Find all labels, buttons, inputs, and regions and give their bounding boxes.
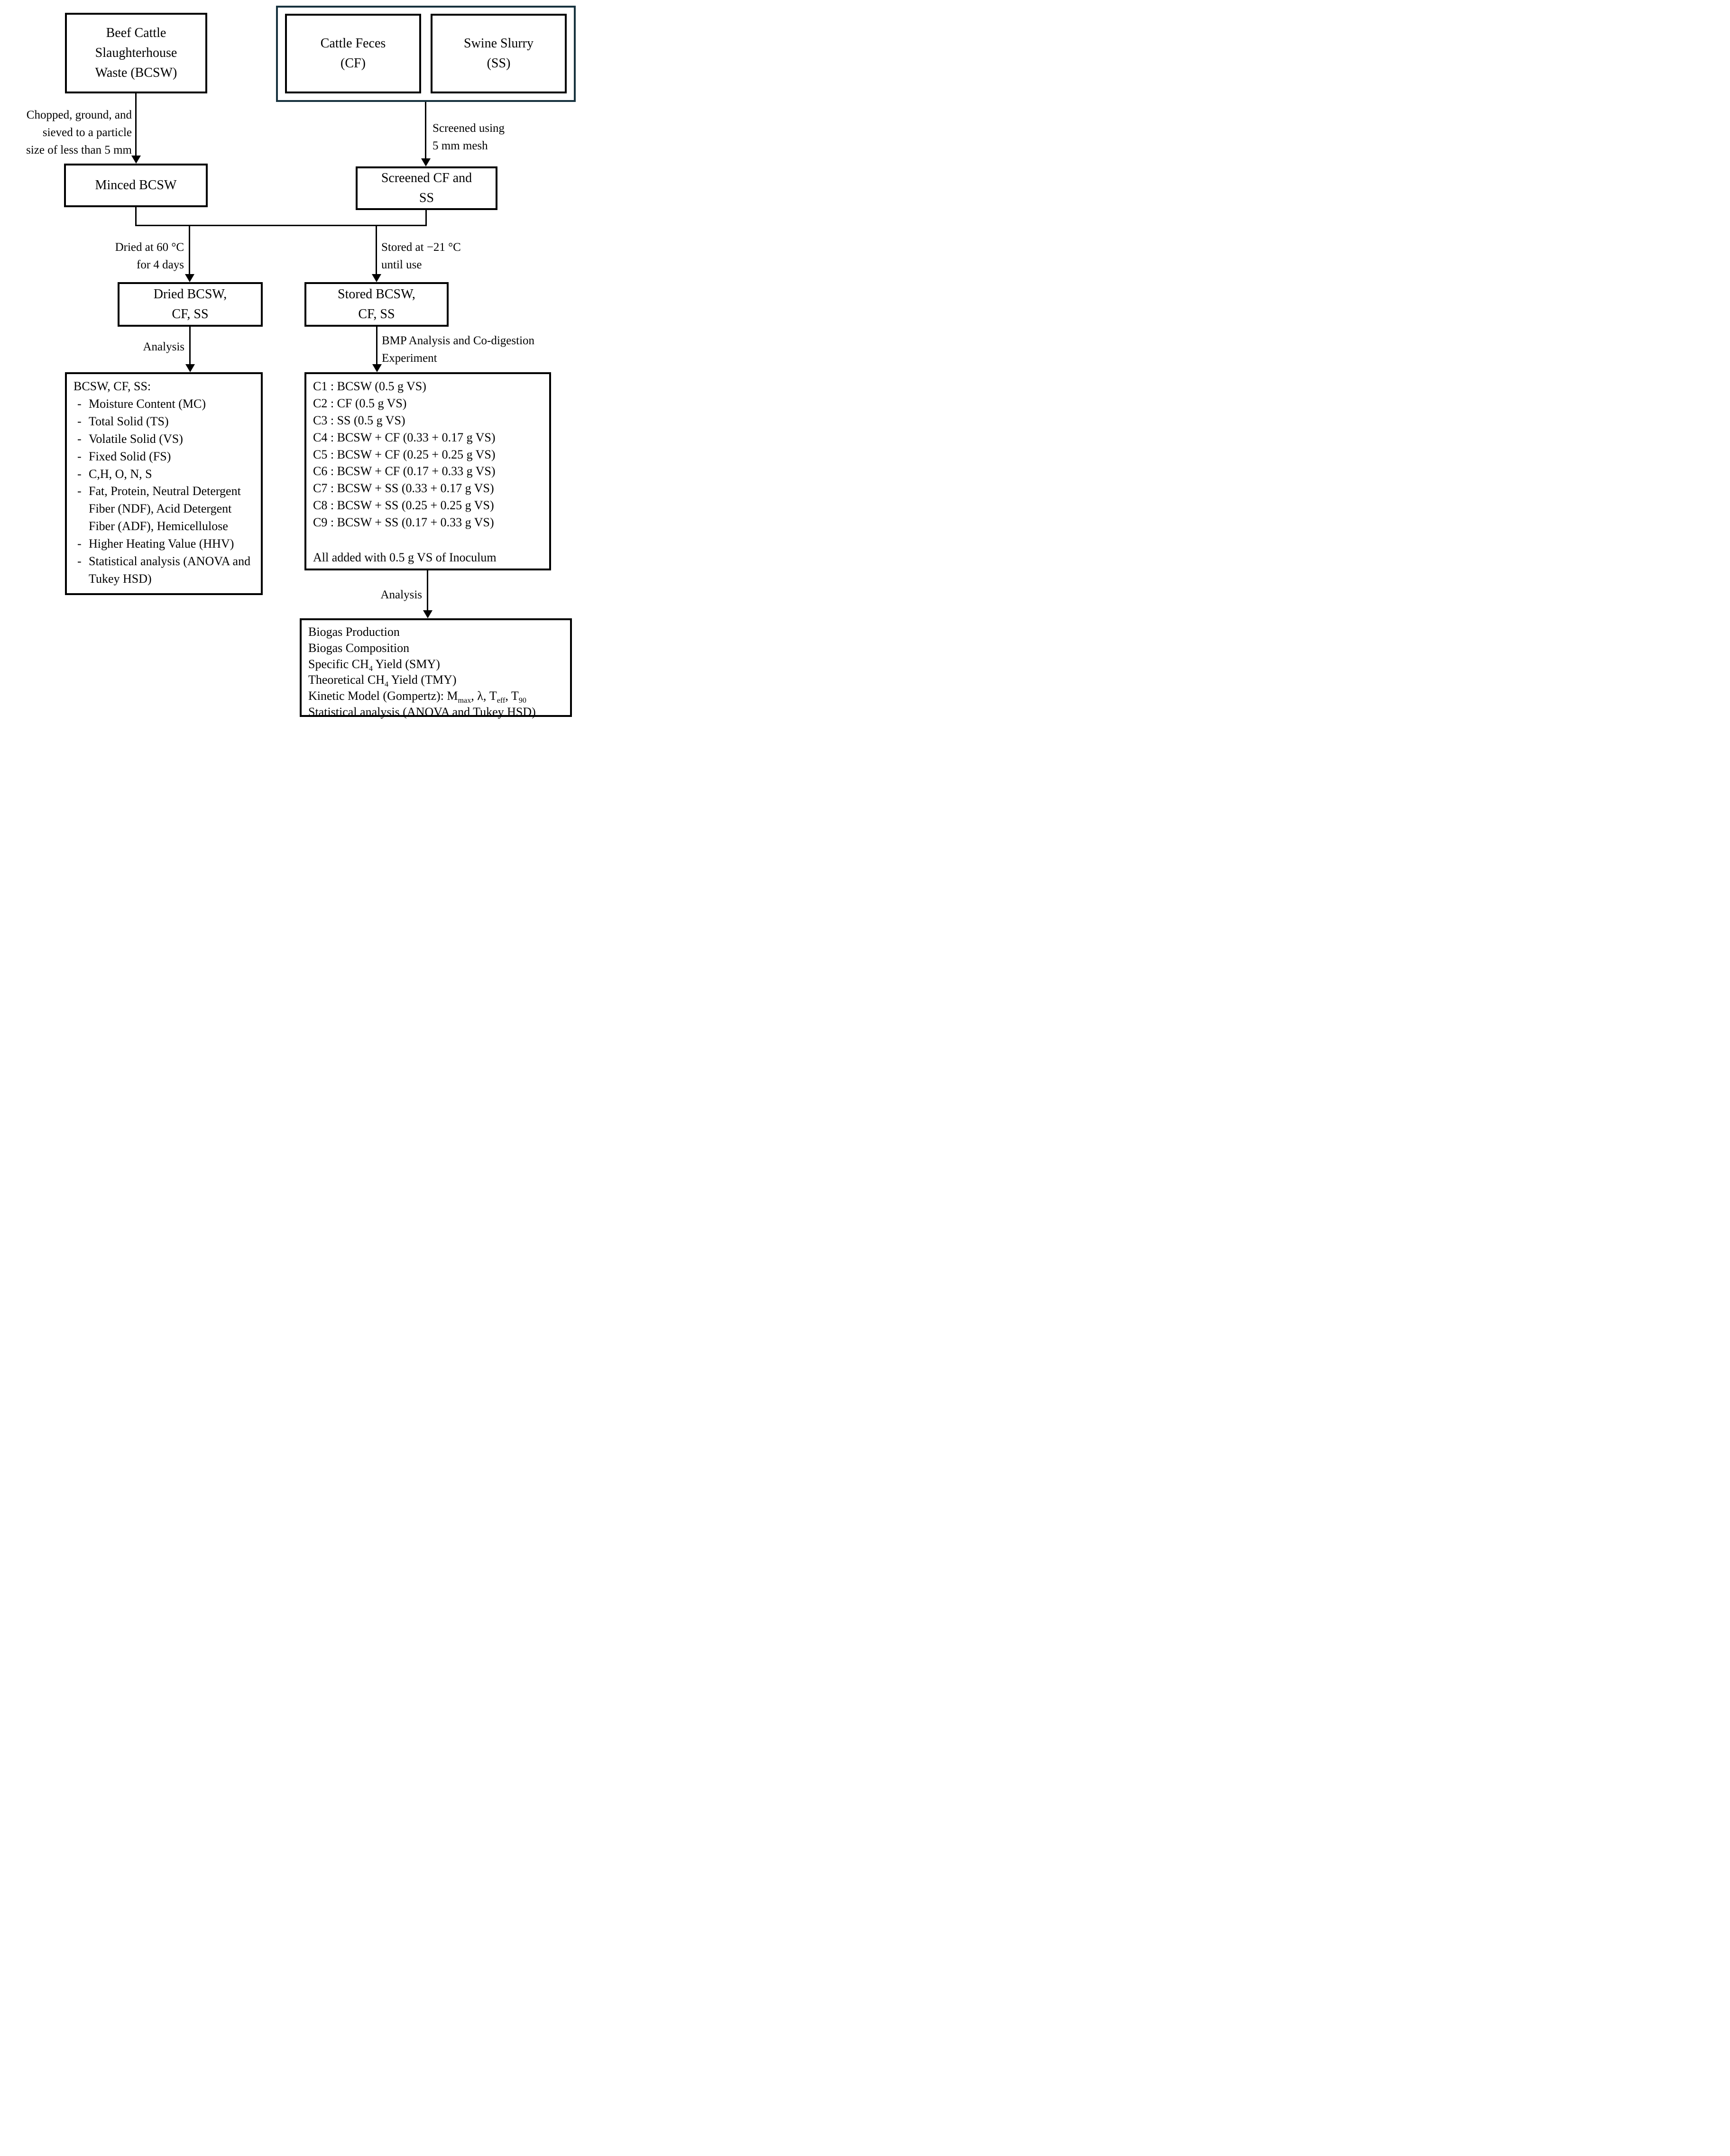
label-chopped: Chopped, ground, and sieved to a particle size of less than 5 mm (26, 109, 132, 156)
flowchart (0, 0, 577, 719)
list-item (74, 466, 254, 483)
connector-screened-down (425, 210, 427, 226)
list-item-text: C,H, O, N, S (89, 467, 152, 481)
arrow-dried-to-analysis (189, 327, 191, 365)
node-minced-bcsw-label: Minced BCSW (95, 178, 177, 193)
label-analysis-left: Analysis (143, 340, 184, 353)
arrow-merge-to-dried (189, 226, 190, 275)
label-dried-at: Dried at 60 °C for 4 days (115, 241, 184, 271)
node-cattle-feces-label: Cattle Feces (CF) (320, 36, 386, 71)
bullet-marker: - (77, 396, 82, 411)
node-dried-label: Dried BCSW, CF, SS (153, 287, 227, 321)
arrow-bcsw-to-minced (135, 93, 137, 156)
bullet-marker: - (77, 414, 82, 428)
arrow-bmp-to-results (427, 570, 428, 611)
list-item (74, 535, 254, 553)
list-item: C2 : CF (0.5 g VS) (313, 396, 407, 410)
list-item (74, 483, 254, 535)
label-screened-using: Screened using 5 mm mesh (432, 122, 505, 152)
list-item-text: Higher Heating Value (HHV) (89, 537, 234, 551)
node-stored-label: Stored BCSW, CF, SS (338, 287, 415, 321)
node-screened-cf-ss-label: Screened CF and SS (381, 171, 472, 205)
treatment-lines (313, 378, 543, 531)
node-bcsw-label: Beef Cattle Slaughterhouse Waste (BCSW) (95, 26, 177, 80)
characterization-items (74, 395, 254, 588)
list-item: C8 : BCSW + SS (0.25 + 0.25 g VS) (313, 498, 494, 513)
list-item: C5 : BCSW + CF (0.25 + 0.25 g VS) (313, 447, 496, 461)
arrowhead-down-icon (423, 610, 432, 618)
connector-minced-down (135, 207, 137, 226)
list-item: C9 : BCSW + SS (0.17 + 0.33 g VS) (313, 515, 494, 529)
bullet-marker: - (77, 431, 82, 446)
list-item-text: Volatile Solid (VS) (89, 431, 183, 446)
label-bmp-analysis: BMP Analysis and Co-digestion Experiment (382, 334, 535, 365)
list-item-text: Statistical analysis (ANOVA and Tukey HSD) (89, 554, 251, 586)
bullet-marker: - (77, 554, 82, 569)
bullet-marker: - (77, 467, 82, 481)
arrowhead-down-icon (372, 364, 382, 372)
list-item: C1 : BCSW (0.5 g VS) (313, 379, 426, 393)
bullet-marker: - (77, 537, 82, 551)
node-screened-cf-ss (356, 166, 497, 210)
node-swine-slurry-label: Swine Slurry (SS) (464, 36, 534, 71)
list-item (74, 553, 254, 588)
box-bmp-treatments (304, 372, 551, 570)
list-item: C7 : BCSW + SS (0.33 + 0.17 g VS) (313, 481, 494, 495)
list-item (74, 395, 254, 413)
list-item: Kinetic Model (Gompertz): $M_{max}$, λ, $T_{eff}$, $T_{90}$ (308, 689, 526, 705)
treatment-note: All added with 0.5 g VS of Inoculum (313, 550, 497, 564)
arrowhead-down-icon (372, 274, 381, 282)
label-stored-at: Stored at −21 °C until use (381, 241, 461, 271)
bullet-marker: - (77, 449, 82, 463)
node-minced-bcsw (64, 164, 208, 207)
list-item: Theoretical $CH_4$ Yield (TMY) (308, 673, 457, 689)
bullet-marker: - (77, 484, 82, 498)
list-item: C4 : BCSW + CF (0.33 + 0.17 g VS) (313, 430, 496, 444)
node-dried-bcsw-cf-ss (118, 282, 263, 327)
list-item: C3 : SS (0.5 g VS) (313, 413, 405, 427)
list-item: Biogas Production (308, 625, 400, 639)
arrow-merge-to-stored (376, 226, 377, 275)
arrowhead-down-icon (185, 274, 194, 282)
list-item: Statistical analysis (ANOVA and Tukey HSD) (308, 705, 536, 719)
arrow-feedstock-to-screened (425, 102, 426, 159)
node-swine-slurry (431, 14, 567, 93)
node-bcsw (65, 13, 207, 93)
connector-merge-horizontal (135, 225, 427, 226)
list-item-text: Fat, Protein, Neutral Detergent Fiber (NDF), Acid Detergent Fiber (ADF), Hemicellulose (89, 484, 241, 533)
list-item-text: Fixed Solid (FS) (89, 449, 171, 463)
list-item: Biogas Composition (308, 641, 410, 655)
node-stored-bcsw-cf-ss (304, 282, 449, 327)
box-results (300, 618, 572, 717)
arrowhead-down-icon (421, 158, 431, 166)
list-item-text: Moisture Content (MC) (89, 396, 206, 411)
list-item: Specific $CH_4$ Yield (SMY) (308, 657, 440, 673)
list-item (74, 431, 254, 448)
arrowhead-down-icon (185, 364, 195, 372)
arrow-stored-to-bmp (376, 327, 377, 365)
list-item: C6 : BCSW + CF (0.17 + 0.33 g VS) (313, 464, 496, 478)
list-item-text: Total Solid (TS) (89, 414, 169, 428)
list-item (74, 413, 254, 431)
arrowhead-down-icon (131, 156, 141, 164)
results-lines (308, 624, 563, 719)
characterization-heading: BCSW, CF, SS: (74, 379, 151, 393)
label-analysis-right: Analysis (380, 588, 422, 601)
box-characterization-list (65, 372, 263, 595)
node-cattle-feces (285, 14, 421, 93)
list-item (74, 448, 254, 466)
